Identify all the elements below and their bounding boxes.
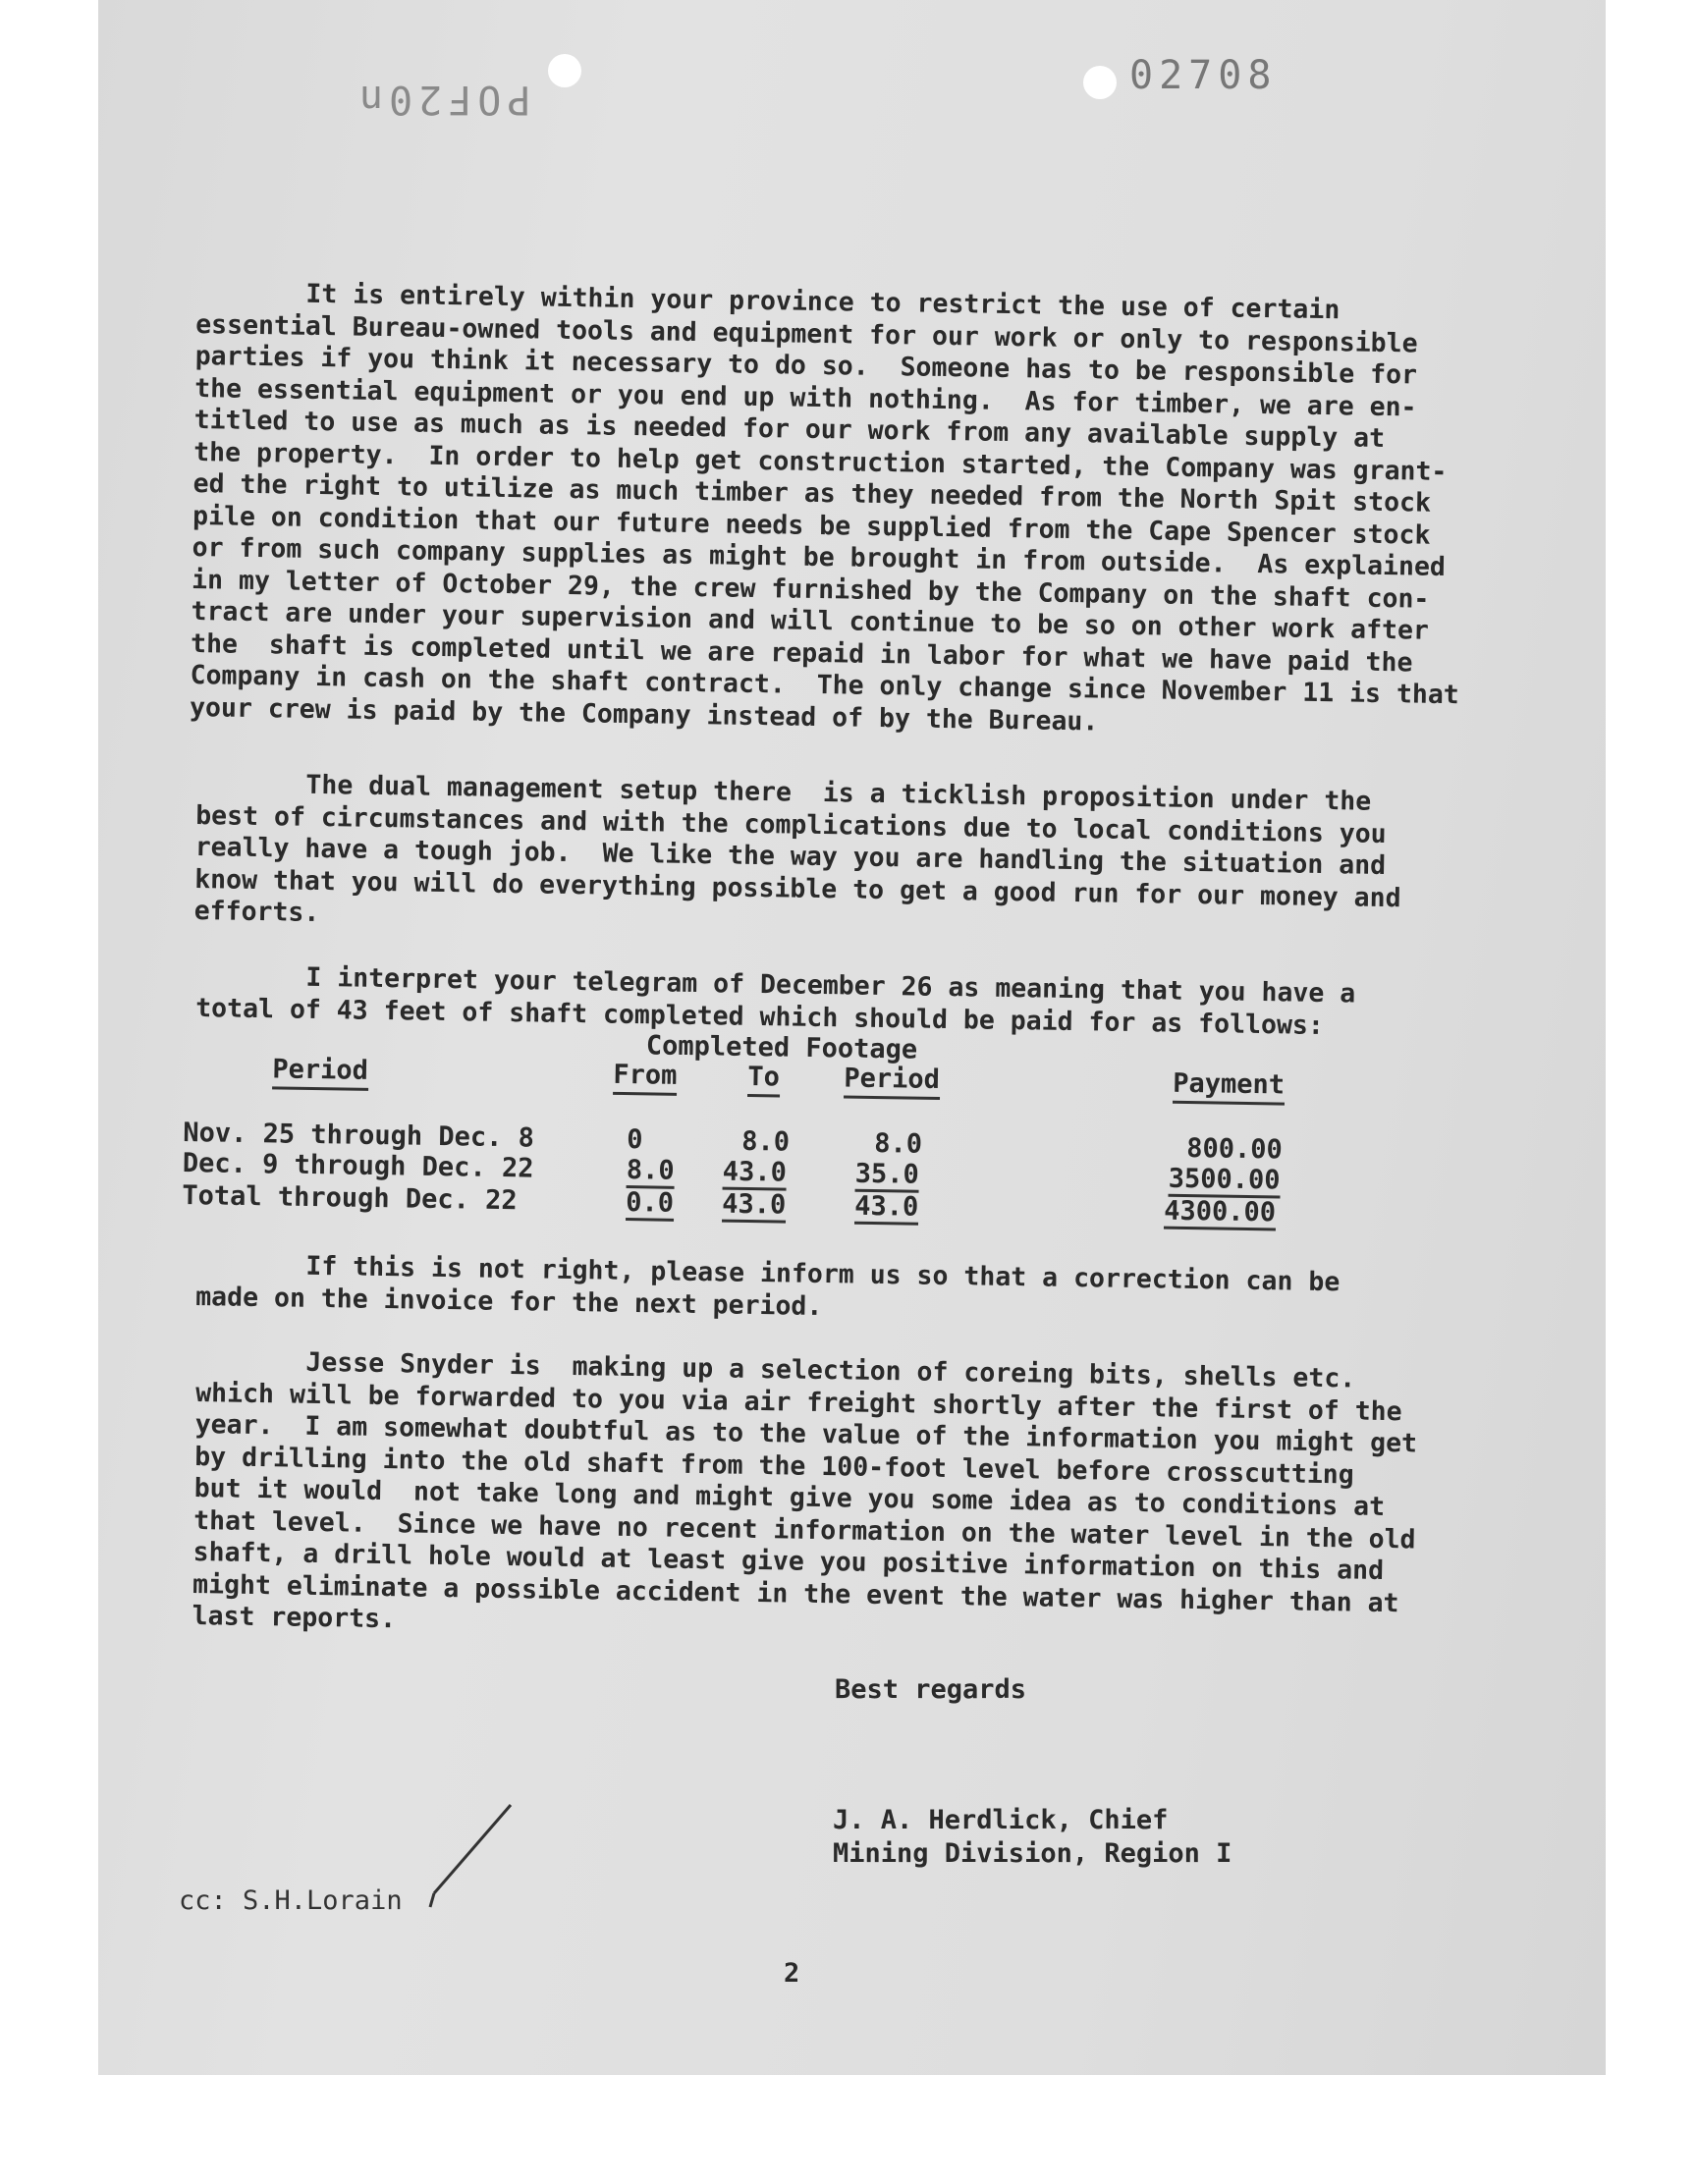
row-3-period: Total through Dec. 22 <box>182 1179 518 1217</box>
paragraph-3: I interpret your telegram of December 26 as meaning that you have a total of 43 feet of shaft completed which should be paid for as follows: <box>195 960 1356 1041</box>
closing-salutation: Best regards <box>835 1674 1027 1705</box>
row-1-period: Nov. 25 through Dec. 8 <box>183 1117 535 1154</box>
checkmark-icon <box>422 1799 520 1917</box>
signer-title: Mining Division, Region I <box>833 1838 1232 1869</box>
row-2-payment: 3500.00 <box>1168 1164 1280 1199</box>
paragraph-2: The dual management setup there is a ticklish proposition under the best of circumstances and with the complications due to local conditions you really have a tough job. We like the way you are handling the situation and know that you will do everything possible to get a good run for our money and efforts. <box>193 768 1401 928</box>
header-to: To <box>747 1062 780 1098</box>
paragraph-1: It is entirely within your province to restrict the use of certain essential Bureau-owned tools and equipment for our work or only to responsible parties if you think it necessary to do so. Someone has to be responsible for the essential equipment or you end up with nothing. As for timber, we are en- titled to use as much as is needed for our work from any available supply at the property. In order to help get construction started, the Company was grant- ed the right to utilize as much timber as they needed from the North Spit stock pile on condition that our future needs be supplied from the Cape Spencer stock or from such company supplies as might be brought in from outside. As explained in my letter of October 29, the crew furnished by the Company on the shaft con- tract are under your supervision and will continue to be so on other work after the shaft is completed until we are repaid in labor for what we have paid the Company in cash on the shaft contract. The only change since November 11 is that your crew is paid by the Company instead of by the Bureau. <box>189 277 1460 737</box>
row-3-from: 0.0 <box>626 1187 674 1222</box>
row-1-footage: 8.0 <box>874 1128 923 1160</box>
table-group-header: Completed Footage <box>645 1030 918 1065</box>
file-stamp-left: POF20n <box>354 77 531 122</box>
signer-name: J. A. Herdlick, Chief <box>833 1805 1169 1835</box>
cc-line: cc: S.H.Lorain <box>179 1885 403 1916</box>
row-2-footage: 35.0 <box>855 1159 920 1193</box>
row-1-to: 8.0 <box>741 1125 791 1158</box>
row-3-footage: 43.0 <box>854 1191 919 1226</box>
row-1-payment: 800.00 <box>1186 1133 1284 1166</box>
page-number: 2 <box>784 1958 800 1989</box>
header-period: Period <box>272 1054 368 1091</box>
paragraph-4: If this is not right, please inform us so that a correction can be made on the invoice for the next period. <box>195 1249 1341 1322</box>
row-2-from: 8.0 <box>627 1155 675 1189</box>
row-3-payment: 4300.00 <box>1164 1196 1276 1231</box>
row-3-to: 43.0 <box>722 1189 787 1224</box>
file-stamp-right: 02708 <box>1129 53 1278 98</box>
header-payment: Payment <box>1173 1068 1285 1106</box>
header-period-footage: Period <box>844 1064 940 1101</box>
header-from: From <box>613 1060 678 1096</box>
paragraph-5: Jesse Snyder is making up a selection of coreing bits, shells etc. which will be forwarded to you via air freight shortly after the first of the year. I am somewhat doubtful as to the value of the information you might get by drilling into the old shaft from the 100-foot level before crosscutting but it would not take long and might give you some idea as to conditions at that level. Since we have no recent information on the water level in the old shaft, a drill hole would at least give you positive information on this and might eliminate a possible accident in the event the water was higher than at last reports. <box>192 1345 1418 1635</box>
row-1-from: 0 <box>627 1124 643 1156</box>
row-2-period: Dec. 9 through Dec. 22 <box>182 1147 534 1184</box>
row-2-to: 43.0 <box>723 1157 788 1191</box>
